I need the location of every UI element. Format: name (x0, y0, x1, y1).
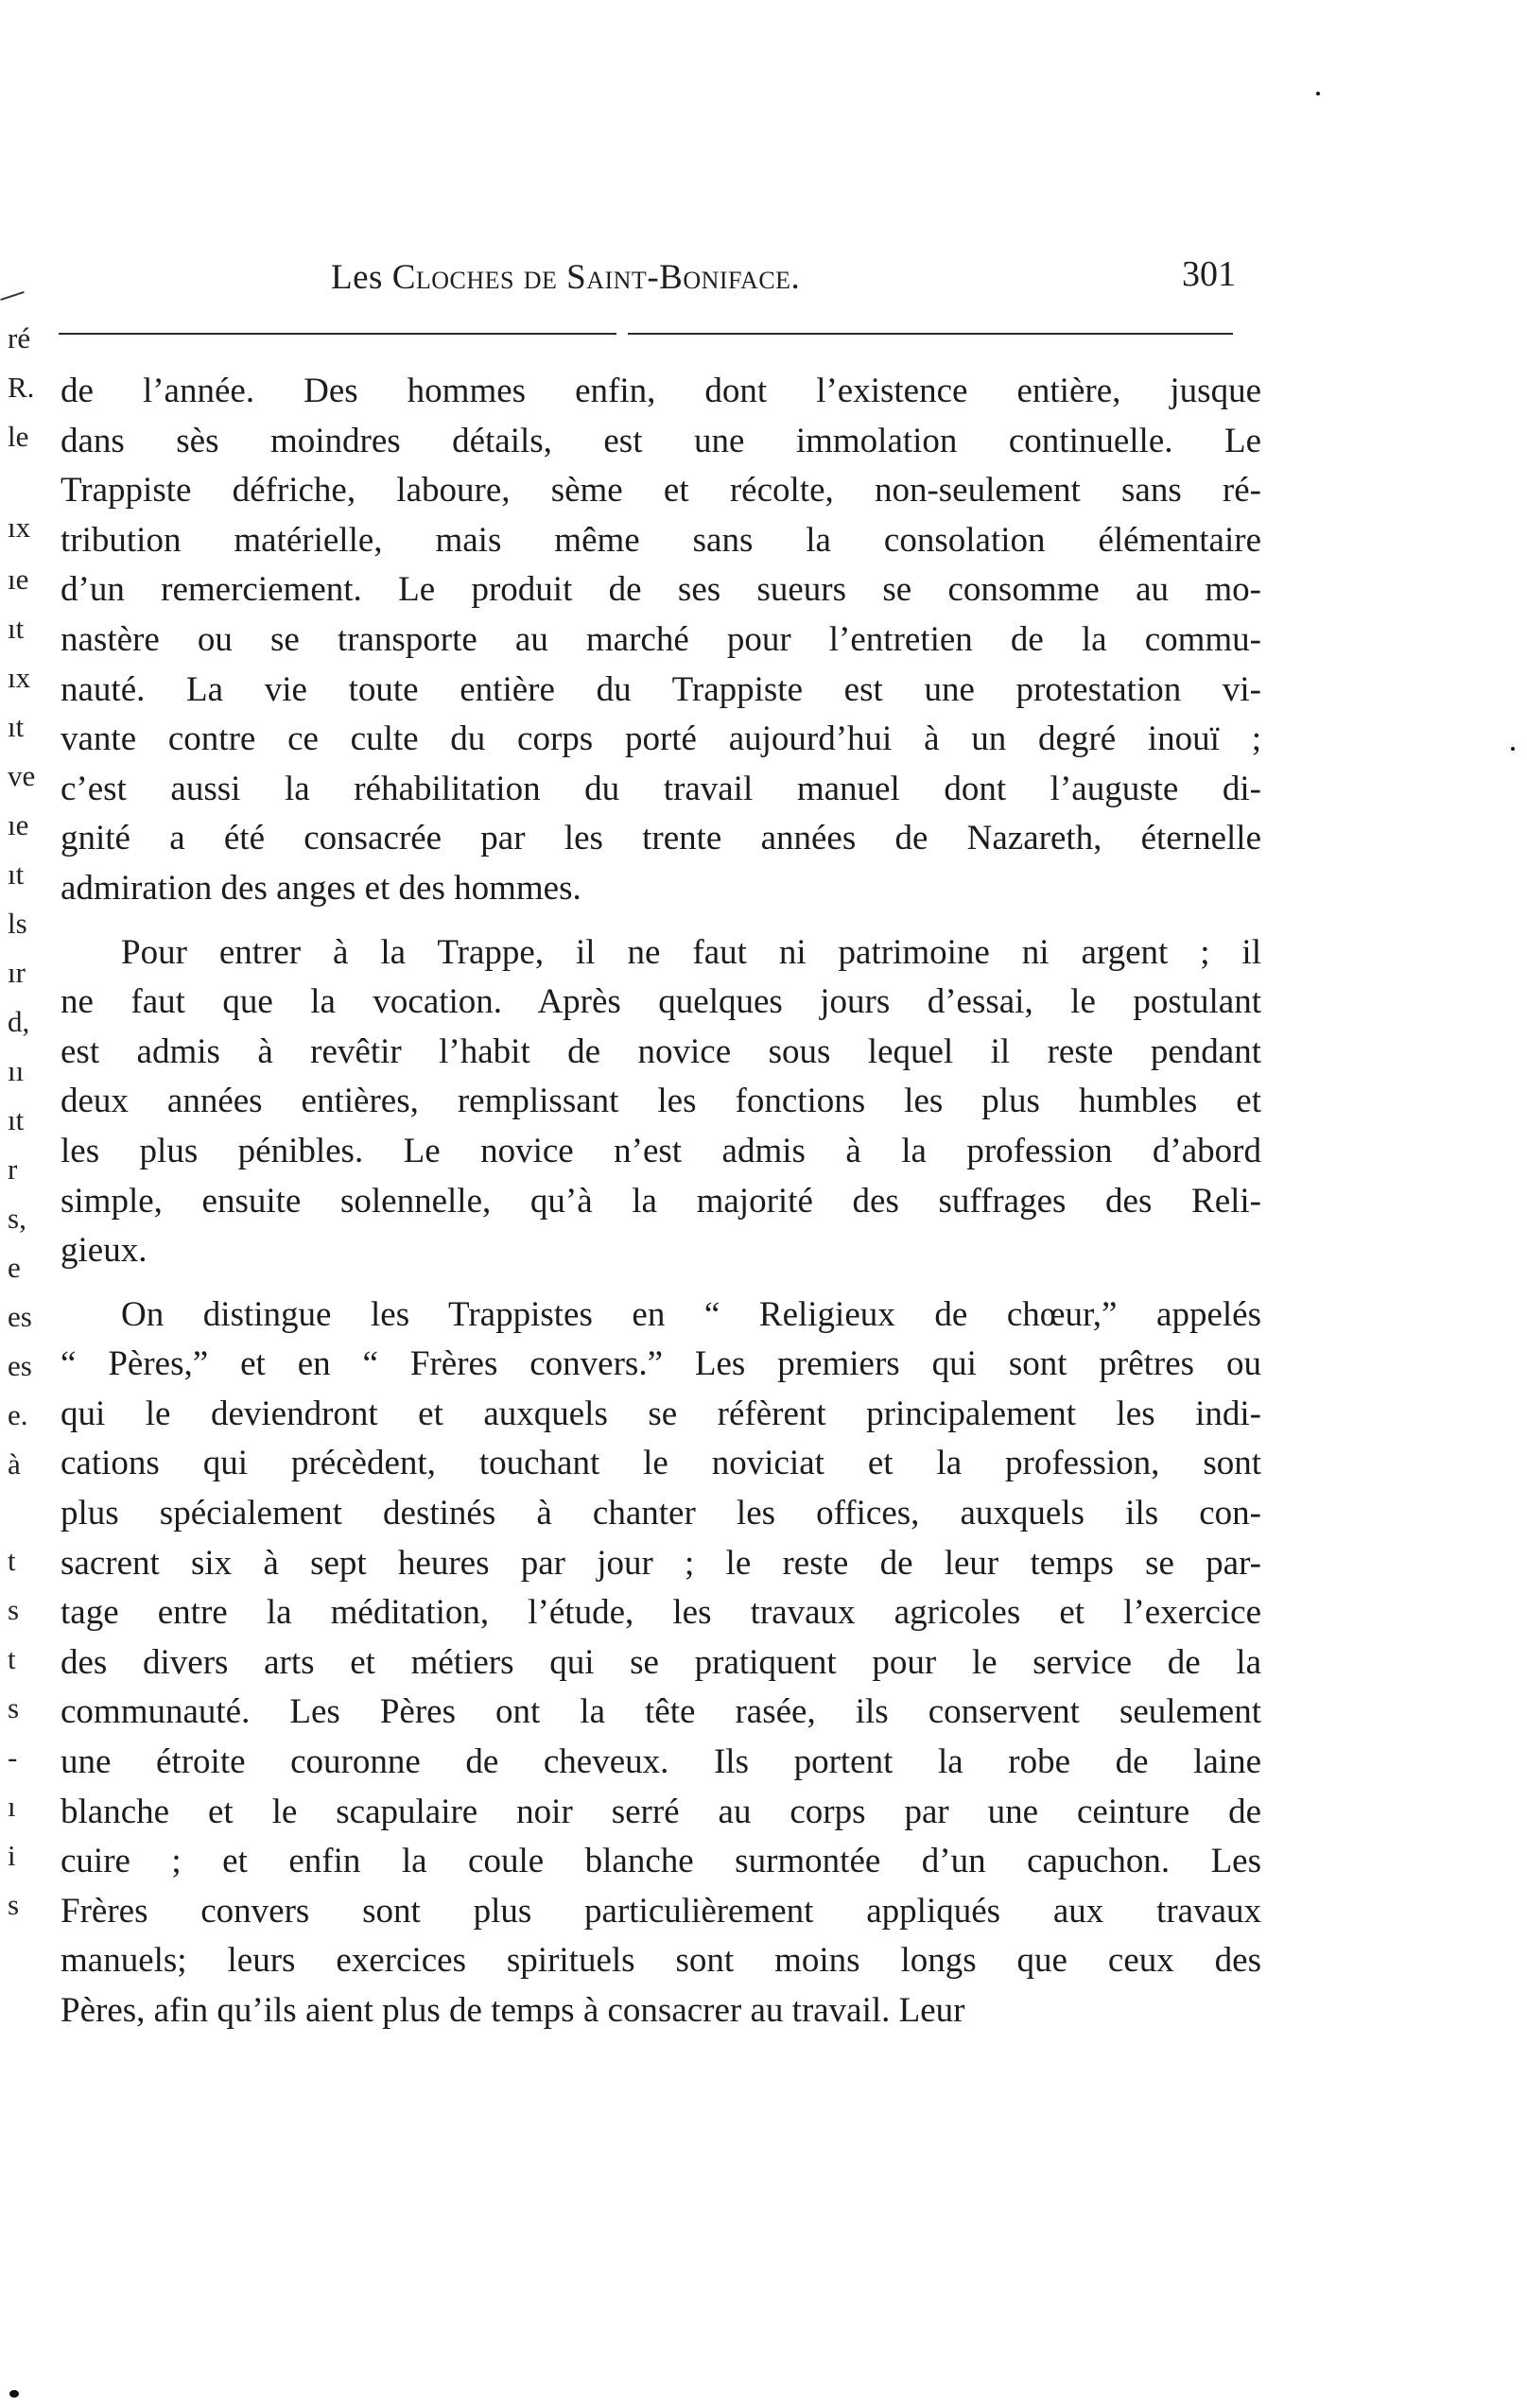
text-line: “ Pères,” et en “ Frères convers.” Les premiers qui sont prêtres ou (61, 1344, 1261, 1384)
margin-fragment: ıx (8, 511, 31, 544)
text-line: blanche et le scapulaire noir serré au corps par une ceinture de (61, 1792, 1261, 1831)
text-line: plus spécialement destinés à chanter les offices, auxquels ils con- (61, 1494, 1261, 1533)
margin-fragment: ıe (8, 563, 29, 596)
text-line: Pères, afin qu’ils aient plus de temps à consacrer au travail. Leur (61, 1991, 965, 2030)
text-line: gieux. (61, 1231, 147, 1271)
margin-fragment: s, (8, 1202, 26, 1235)
margin-fragment: es (8, 1349, 32, 1382)
margin-fragment: le (8, 420, 29, 453)
margin-fragment: R. (8, 371, 35, 404)
page-number: 301 (1182, 254, 1236, 294)
margin-fragment: ıı (8, 1054, 25, 1087)
text-line: des divers arts et métiers qui se pratiquent pour le service de la (61, 1642, 1261, 1682)
text-line: les plus pénibles. Le novice n’est admis à la profession d’abord (61, 1131, 1261, 1170)
margin-fragment: s (8, 1593, 20, 1626)
text-line: admiration des anges et des hommes. (61, 868, 581, 908)
text-line: nauté. La vie toute entière du Trappiste est une protestation vi- (61, 669, 1261, 709)
margin-fragment: ıx (8, 661, 31, 694)
margin-fragment: ıt (8, 612, 25, 645)
text-line: cations qui précèdent, touchant le noviciat et la profession, sont (61, 1444, 1261, 1483)
margin-fragment: ı (8, 1790, 16, 1823)
header-rule-left (59, 333, 616, 335)
margin-fragment: i (8, 1839, 16, 1872)
margin-fragment: ls (8, 907, 27, 940)
text-line: qui le deviendront et auxquels se réfèrent principalement les indi- (61, 1394, 1261, 1433)
margin-fragment: ve (8, 759, 36, 792)
margin-fragment: t (8, 1642, 16, 1675)
margin-fragment: t (8, 1544, 16, 1577)
text-line: nastère ou se transporte au marché pour l’entretien de la commu- (61, 619, 1261, 659)
header-rule-right (628, 333, 1233, 335)
margin-fragment: ré (8, 321, 31, 355)
text-line: communauté. Les Pères ont la tête rasée, ils conservent seulement (61, 1692, 1261, 1732)
text-line: une étroite couronne de cheveux. Ils portent la robe de laine (61, 1742, 1261, 1782)
margin-fragment: ıt (8, 1103, 25, 1136)
running-title (331, 257, 800, 298)
paragraph (61, 1291, 1261, 2036)
text-line: On distingue les Trappistes en “ Religieux de chœur,” appelés (121, 1294, 1261, 1334)
text-line: simple, ensuite solennelle, qu’à la majorité des suffrages des Reli- (61, 1181, 1261, 1221)
text-line: de l’année. Des hommes enfin, dont l’existence entière, jusque (61, 372, 1261, 410)
text-line: gnité a été consacrée par les trente années de Nazareth, éternelle (61, 819, 1261, 858)
margin-fragment: ıt (8, 710, 25, 743)
text-line: deux années entières, remplissant les fonctions les plus humbles et (61, 1082, 1261, 1121)
margin-fragment: - (8, 1741, 18, 1774)
margin-fragment: e. (8, 1398, 28, 1431)
margin-fragment: à (8, 1447, 21, 1481)
text-line: tage entre la méditation, l’étude, les travaux agricoles et l’exercice (61, 1593, 1261, 1633)
facing-page-rule (0, 291, 24, 301)
margin-fragment: e (8, 1251, 21, 1284)
text-line: c’est aussi la réhabilitation du travail manuel dont l’auguste di- (61, 769, 1261, 808)
text-line: est admis à revêtir l’habit de novice sous lequel il reste pendant (61, 1031, 1261, 1071)
text-line: cuire ; et enfin la coule blanche surmontée d’un capuchon. Les (61, 1842, 1261, 1881)
margin-fragment: r (8, 1152, 18, 1186)
text-line: ne faut que la vocation. Après quelques jours d’essai, le postulant (61, 982, 1261, 1022)
text-line: d’un remerciement. Le produit de ses sueurs se consomme au mo- (61, 570, 1261, 610)
margin-fragment: s (8, 1888, 20, 1921)
paragraph (61, 928, 1261, 1276)
text-line: vante contre ce culte du corps porté aujourd’hui à un degré inouï ; (61, 719, 1261, 759)
margin-fragment: es (8, 1300, 32, 1333)
running-title-part: Cloches de Saint-Boniface. (391, 258, 801, 297)
margin-fragment: ıe (8, 808, 29, 841)
margin-fragment: s (8, 1691, 20, 1724)
running-title-part: Les (331, 258, 392, 297)
text-line: Frères convers sont plus particulièrement appliqués aux travaux (61, 1891, 1261, 1931)
paragraph (61, 367, 1261, 914)
text-line: tribution matérielle, mais même sans la consolation élémentaire (61, 520, 1261, 560)
margin-fragment: d, (8, 1005, 30, 1038)
text-line: Pour entrer à la Trappe, il ne faut ni patrimoine ni argent ; il (121, 932, 1261, 972)
text-line: Trappiste défriche, laboure, sème et récolte, non-seulement sans ré- (61, 471, 1261, 511)
text-line: manuels; leurs exercices spirituels sont moins longs que ceux des (61, 1941, 1261, 1981)
text-line: sacrent six à sept heures par jour ; le reste de leur temps se par- (61, 1543, 1261, 1583)
body-text (61, 367, 1261, 2036)
text-line: dans sès moindres détails, est une immolation continuelle. Le (61, 421, 1261, 460)
margin-fragment: ıt (8, 858, 25, 891)
margin-fragment: ır (8, 956, 26, 989)
